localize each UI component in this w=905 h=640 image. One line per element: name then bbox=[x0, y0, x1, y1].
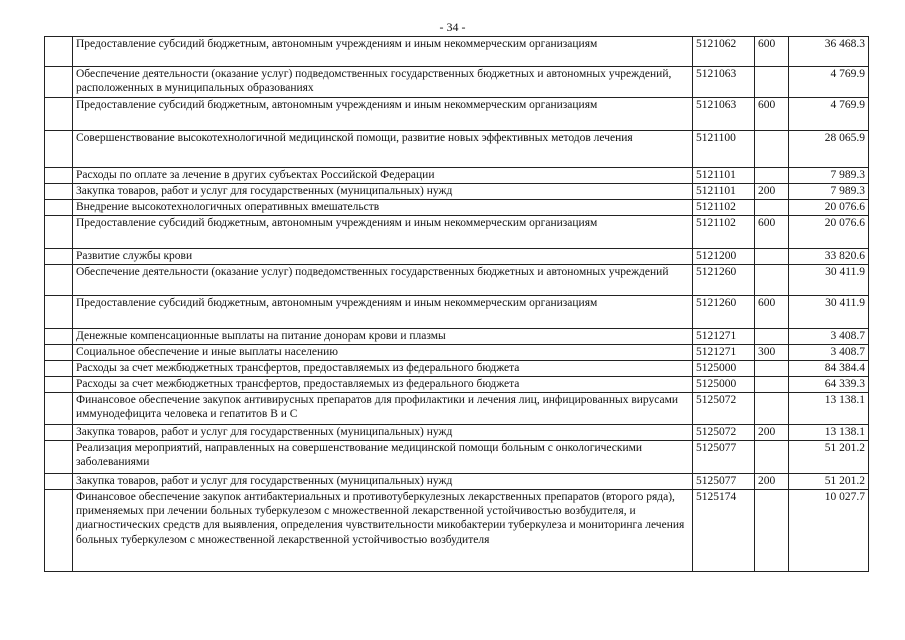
row-blank-cell bbox=[45, 131, 73, 168]
row-kind-cell bbox=[755, 329, 789, 345]
row-blank-cell bbox=[45, 490, 73, 572]
row-amount-cell: 51 201.2 bbox=[789, 441, 869, 474]
row-code-cell: 5121271 bbox=[693, 329, 755, 345]
row-name-cell: Предоставление субсидий бюджетным, автономным учреждениям и иным некоммерческим организациям bbox=[73, 98, 693, 131]
row-code-cell: 5121101 bbox=[693, 168, 755, 184]
row-blank-cell bbox=[45, 329, 73, 345]
row-kind-cell: 600 bbox=[755, 216, 789, 249]
row-kind-cell bbox=[755, 131, 789, 168]
row-code-cell: 5125000 bbox=[693, 361, 755, 377]
table-row bbox=[45, 67, 869, 98]
row-code-cell: 5121100 bbox=[693, 131, 755, 168]
row-blank-cell bbox=[45, 200, 73, 216]
row-code-cell: 5121260 bbox=[693, 296, 755, 329]
row-amount-cell: 64 339.3 bbox=[789, 377, 869, 393]
row-blank-cell bbox=[45, 345, 73, 361]
row-kind-cell: 600 bbox=[755, 37, 789, 67]
table-row bbox=[45, 425, 869, 441]
table-row bbox=[45, 131, 869, 168]
row-amount-cell: 28 065.9 bbox=[789, 131, 869, 168]
row-name-cell: Предоставление субсидий бюджетным, автономным учреждениям и иным некоммерческим организациям bbox=[73, 296, 693, 329]
row-name-cell: Финансовое обеспечение закупок антибактериальных и противотуберкулезных лекарственных препаратов (второго ряда), применяемых при лечении больных туберкулезом с множественной лекарственной устойчивостью возбудителя, и диагностических средств для выявления, определения чувствительности микобактерии туберкулеза и мониторинга лечения больных туберкулезом с множественной лекарственной устойчивостью возбудителя bbox=[73, 490, 693, 572]
table-row bbox=[45, 393, 869, 425]
row-name-cell: Расходы за счет межбюджетных трансфертов, предоставляемых из федерального бюджета bbox=[73, 377, 693, 393]
row-kind-cell bbox=[755, 168, 789, 184]
row-amount-cell: 4 769.9 bbox=[789, 98, 869, 131]
budget-table bbox=[44, 36, 869, 572]
row-kind-cell bbox=[755, 393, 789, 425]
row-code-cell: 5121063 bbox=[693, 67, 755, 98]
row-code-cell: 5121271 bbox=[693, 345, 755, 361]
row-kind-cell: 600 bbox=[755, 296, 789, 329]
row-amount-cell: 20 076.6 bbox=[789, 200, 869, 216]
row-name-cell: Развитие службы крови bbox=[73, 249, 693, 265]
row-blank-cell bbox=[45, 249, 73, 265]
row-amount-cell: 3 408.7 bbox=[789, 329, 869, 345]
row-amount-cell: 30 411.9 bbox=[789, 265, 869, 296]
row-amount-cell: 7 989.3 bbox=[789, 184, 869, 200]
row-blank-cell bbox=[45, 441, 73, 474]
row-amount-cell: 7 989.3 bbox=[789, 168, 869, 184]
table-row bbox=[45, 265, 869, 296]
row-kind-cell: 600 bbox=[755, 98, 789, 131]
row-amount-cell: 36 468.3 bbox=[789, 37, 869, 67]
row-code-cell: 5125072 bbox=[693, 425, 755, 441]
row-name-cell: Закупка товаров, работ и услуг для государственных (муниципальных) нужд bbox=[73, 184, 693, 200]
row-name-cell: Закупка товаров, работ и услуг для государственных (муниципальных) нужд bbox=[73, 474, 693, 490]
table-row bbox=[45, 441, 869, 474]
row-amount-cell: 30 411.9 bbox=[789, 296, 869, 329]
table-row bbox=[45, 490, 869, 572]
row-blank-cell bbox=[45, 184, 73, 200]
row-name-cell: Обеспечение деятельности (оказание услуг) подведомственных государственных бюджетных и автономных учреждений, расположенных в муниципальных образованиях bbox=[73, 67, 693, 98]
row-code-cell: 5125072 bbox=[693, 393, 755, 425]
page-number: - 34 - bbox=[439, 20, 466, 34]
table-row bbox=[45, 98, 869, 131]
row-kind-cell bbox=[755, 200, 789, 216]
row-kind-cell: 200 bbox=[755, 425, 789, 441]
row-kind-cell bbox=[755, 265, 789, 296]
table-row bbox=[45, 184, 869, 200]
row-kind-cell: 200 bbox=[755, 474, 789, 490]
row-code-cell: 5121101 bbox=[693, 184, 755, 200]
row-code-cell: 5121260 bbox=[693, 265, 755, 296]
table-row bbox=[45, 168, 869, 184]
table-row bbox=[45, 361, 869, 377]
row-kind-cell: 200 bbox=[755, 184, 789, 200]
row-kind-cell bbox=[755, 361, 789, 377]
table-row bbox=[45, 296, 869, 329]
row-kind-cell: 300 bbox=[755, 345, 789, 361]
row-kind-cell bbox=[755, 441, 789, 474]
row-kind-cell bbox=[755, 377, 789, 393]
row-code-cell: 5125000 bbox=[693, 377, 755, 393]
row-name-cell: Реализация мероприятий, направленных на совершенствование медицинской помощи больным с онкологическими заболеваниями bbox=[73, 441, 693, 474]
row-blank-cell bbox=[45, 296, 73, 329]
table-row bbox=[45, 329, 869, 345]
row-blank-cell bbox=[45, 67, 73, 98]
row-amount-cell: 51 201.2 bbox=[789, 474, 869, 490]
row-name-cell: Закупка товаров, работ и услуг для государственных (муниципальных) нужд bbox=[73, 425, 693, 441]
row-name-cell: Финансовое обеспечение закупок антивирусных препаратов для профилактики и лечения лиц, инфицированных вирусами иммунодефицита человека и гепатитов В и С bbox=[73, 393, 693, 425]
row-amount-cell: 20 076.6 bbox=[789, 216, 869, 249]
row-blank-cell bbox=[45, 168, 73, 184]
row-name-cell: Денежные компенсационные выплаты на питание донорам крови и плазмы bbox=[73, 329, 693, 345]
row-name-cell: Обеспечение деятельности (оказание услуг) подведомственных государственных бюджетных и автономных учреждений bbox=[73, 265, 693, 296]
row-code-cell: 5125077 bbox=[693, 441, 755, 474]
table-row bbox=[45, 345, 869, 361]
row-kind-cell bbox=[755, 490, 789, 572]
row-amount-cell: 84 384.4 bbox=[789, 361, 869, 377]
table-row bbox=[45, 474, 869, 490]
table-row bbox=[45, 249, 869, 265]
row-name-cell: Расходы за счет межбюджетных трансфертов, предоставляемых из федерального бюджета bbox=[73, 361, 693, 377]
row-code-cell: 5121063 bbox=[693, 98, 755, 131]
row-name-cell: Расходы по оплате за лечение в других субъектах Российской Федерации bbox=[73, 168, 693, 184]
row-amount-cell: 33 820.6 bbox=[789, 249, 869, 265]
row-code-cell: 5121102 bbox=[693, 200, 755, 216]
row-code-cell: 5125174 bbox=[693, 490, 755, 572]
row-blank-cell bbox=[45, 216, 73, 249]
table-row bbox=[45, 377, 869, 393]
row-name-cell: Предоставление субсидий бюджетным, автономным учреждениям и иным некоммерческим организациям bbox=[73, 37, 693, 67]
row-blank-cell bbox=[45, 37, 73, 67]
row-name-cell: Внедрение высокотехнологичных оперативных вмешательств bbox=[73, 200, 693, 216]
row-code-cell: 5125077 bbox=[693, 474, 755, 490]
row-amount-cell: 4 769.9 bbox=[789, 67, 869, 98]
table-row bbox=[45, 37, 869, 67]
row-blank-cell bbox=[45, 425, 73, 441]
row-code-cell: 5121062 bbox=[693, 37, 755, 67]
row-kind-cell bbox=[755, 67, 789, 98]
row-blank-cell bbox=[45, 98, 73, 131]
row-code-cell: 5121200 bbox=[693, 249, 755, 265]
row-blank-cell bbox=[45, 361, 73, 377]
row-amount-cell: 3 408.7 bbox=[789, 345, 869, 361]
table-row bbox=[45, 216, 869, 249]
row-blank-cell bbox=[45, 265, 73, 296]
row-name-cell: Социальное обеспечение и иные выплаты населению bbox=[73, 345, 693, 361]
row-blank-cell bbox=[45, 474, 73, 490]
row-code-cell: 5121102 bbox=[693, 216, 755, 249]
row-blank-cell bbox=[45, 377, 73, 393]
row-name-cell: Совершенствование высокотехнологичной медицинской помощи, развитие новых эффективных методов лечения bbox=[73, 131, 693, 168]
row-blank-cell bbox=[45, 393, 73, 425]
row-amount-cell: 13 138.1 bbox=[789, 425, 869, 441]
table-row bbox=[45, 200, 869, 216]
row-amount-cell: 10 027.7 bbox=[789, 490, 869, 572]
row-amount-cell: 13 138.1 bbox=[789, 393, 869, 425]
row-name-cell: Предоставление субсидий бюджетным, автономным учреждениям и иным некоммерческим организациям bbox=[73, 216, 693, 249]
row-kind-cell bbox=[755, 249, 789, 265]
